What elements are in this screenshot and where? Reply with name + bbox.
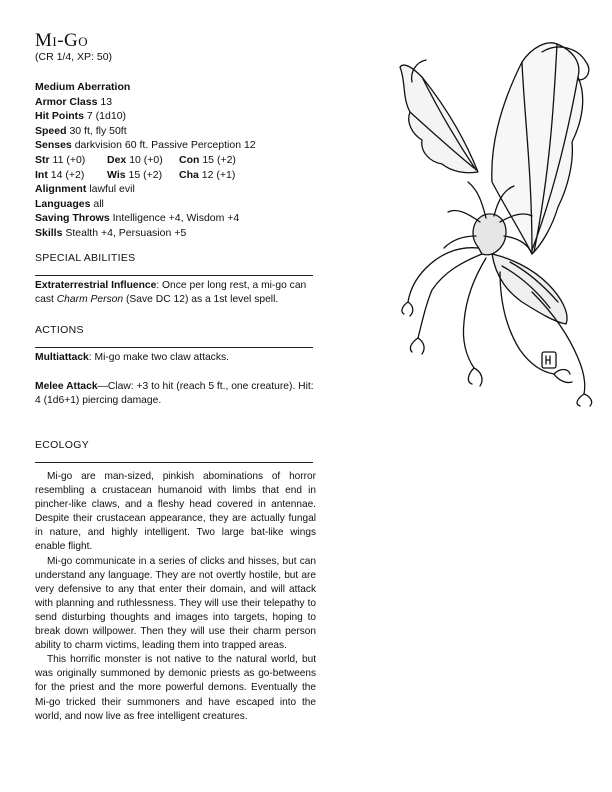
ecology-heading: ECOLOGY [35,439,90,451]
hp-label: Hit Points [35,110,84,123]
special-abilities-heading: SPECIAL ABILITIES [35,252,136,264]
alignment-value: lawful evil [89,183,135,196]
special-ability-text [35,279,315,308]
ecology-paragraph: Mi-go are man-sized, pinkish abominations of horror resembling a crustacean humanoid with limbs that end in pincher-like claws, and a fleshy head covered in antennae. Despite their crustacean appearance, they are actually fungal in nature, and highly intelligent. Two large bat-like wings enable flight. [35,471,316,553]
melee-attack-text [35,380,315,409]
senses-label: Senses [35,139,72,152]
ecology-text [35,470,316,724]
right-wing [492,43,583,254]
ac-value: 13 [100,95,113,108]
page-title: Mi-Go [35,30,89,51]
section-divider [35,347,313,348]
melee-attack-name: Melee Attack [35,381,98,392]
int-label: Int [35,168,48,181]
actions-heading: ACTIONS [35,324,84,336]
leg [463,258,486,368]
wis-label: Wis [107,168,126,181]
saves-value: Intelligence +4, Wisdom +4 [112,212,240,225]
skills-label: Skills [35,226,63,239]
dex-value: 10 (+0) [129,153,163,166]
multiattack-name: Multiattack [35,352,89,363]
str-label: Str [35,153,50,166]
section-divider [35,275,313,276]
int-value: 14 (+2) [50,168,85,181]
spell-name: Charm Person [56,294,124,306]
challenge-rating: (CR 1/4, XP: 50) [35,51,113,63]
dex-label: Dex [107,153,127,166]
cha-value: 12 (+1) [201,168,236,181]
con-label: Con [179,153,200,166]
speed-value: 30 ft, fly 50ft [69,124,127,137]
section-divider [35,462,313,463]
hp-value: 7 (1d10) [86,110,127,123]
special-ability-desc: : Once per long rest, a mi-go can cast [35,280,307,306]
saves-label: Saving Throws [35,212,110,225]
skills-value: Stealth +4, Persuasion +5 [65,226,187,239]
ecology-paragraph: This horrific monster is not native to the natural world, but was originally summoned by demonic priests as go-betweens for the priest and the more powerful demons. Eventually the Mi-go tricked their summoners and have escaped into the world, and now live as free intelligent creatures. [35,654,316,722]
ac-label: Armor Class [35,95,98,108]
body [492,254,567,324]
leg [408,248,478,302]
special-ability-desc-end: (Save DC 12) as a 1st level spell. [123,294,279,306]
str-value: 11 (+0) [52,153,86,166]
cha-label: Cha [179,168,199,181]
creature-type: Medium Aberration [35,81,131,93]
wis-value: 15 (+2) [128,168,163,181]
alignment-label: Alignment [35,183,87,196]
speed-label: Speed [35,124,67,137]
languages-label: Languages [35,197,91,210]
multiattack-text [35,351,315,365]
con-value: 15 (+2) [202,153,236,166]
ecology-paragraph: Mi-go communicate in a series of clicks and hisses, but can understand any language. They are not overtly hostile, but are very defensive to any that enter their domain, and will attack with planning and ruthlessness. They will use their telepathy to send disturbing thoughts and images into targets, hoping to break down willpower. Then they will use their charm person ability to charm victims, leading them into trapped areas. [35,555,316,652]
multiattack-desc: : Mi-go make two claw attacks. [88,352,229,363]
mi-go-illustration [382,22,604,407]
stat-block [35,80,335,241]
melee-attack-desc: —Claw: +3 to hit (reach 5 ft., one creature). Hit: 4 (1d6+1) piercing damage. [35,381,314,407]
special-ability-name: Extraterrestrial Influence [35,280,157,291]
languages-value: all [93,197,104,210]
senses-value: darkvision 60 ft. Passive Perception 12 [74,139,256,152]
